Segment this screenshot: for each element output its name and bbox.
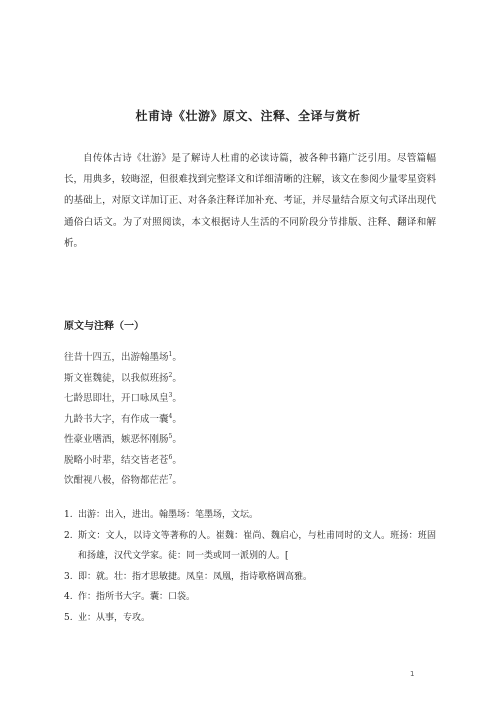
poem-line-text: 斯文崔魏徒，以我似班扬 bbox=[64, 372, 169, 384]
poem-line-text: 七龄思即壮，开口咏凤皇 bbox=[64, 393, 169, 404]
poem-line-end: 。 bbox=[172, 413, 182, 425]
poem-line-end: 。 bbox=[172, 393, 182, 404]
poem-line-end: 。 bbox=[172, 372, 182, 384]
note-marker: 3 bbox=[168, 391, 173, 399]
poem-line bbox=[64, 471, 182, 492]
poem-line-end: 。 bbox=[172, 434, 182, 445]
page-number: 1 bbox=[410, 670, 415, 678]
note-number: 2. bbox=[64, 530, 73, 541]
poem-line bbox=[64, 451, 182, 472]
poem-text bbox=[64, 348, 182, 492]
poem-line bbox=[64, 430, 182, 451]
note-item bbox=[64, 608, 436, 629]
note-marker: 2 bbox=[168, 371, 173, 379]
intro-paragraph: 自传体古诗《壮游》是了解诗人杜甫的必读诗篇，被各种书籍广泛引用。尽管篇幅长，用典多，较晦涩，但很难找到完整译文和详细清晰的注解，该文在参阅少量零星资料的基础上，对原文详加订正、对各条注释详加补充、考证，并尽量结合原文句式译出现代通俗白话文。为了对照阅读，本文根据诗人生活的不同阶段分节排版、注释、翻译和解析。 bbox=[64, 153, 436, 249]
poem-line-text: 九龄书大字，有作成一囊 bbox=[64, 413, 169, 425]
note-number: 5. bbox=[64, 612, 73, 623]
note-item bbox=[64, 567, 436, 588]
note-item bbox=[64, 587, 436, 608]
poem-line-text: 性豪业嗜酒，嫉恶怀刚肠 bbox=[64, 434, 169, 445]
note-text: 作：指所书大字。囊：口袋。 bbox=[78, 592, 196, 602]
poem-line-text: 往昔十四五，出游翰墨场 bbox=[64, 352, 169, 363]
section-heading: 原文与注释（一） bbox=[64, 321, 144, 332]
poem-line bbox=[64, 410, 182, 431]
note-number: 4. bbox=[64, 592, 73, 602]
note-marker: 1 bbox=[168, 350, 173, 358]
poem-line-text: 饮酣视八极，俗物都茫茫 bbox=[64, 475, 169, 486]
note-marker: 6 bbox=[168, 453, 173, 461]
note-text: 业：从事，专攻。 bbox=[78, 612, 151, 623]
document-title: 杜甫诗《壮游》原文、注释、全译与赏析 bbox=[135, 109, 361, 123]
note-marker: 5 bbox=[168, 432, 173, 440]
poem-line-end: 。 bbox=[172, 352, 182, 363]
note-text: 即：就。壮：指才思敏捷。凤皇：凤凰，指诗歌格调高雅。 bbox=[78, 571, 313, 582]
note-item bbox=[64, 526, 436, 567]
poem-line-end: 。 bbox=[172, 475, 182, 486]
note-marker: 7 bbox=[168, 473, 173, 481]
note-number: 1. bbox=[64, 510, 73, 520]
poem-line-text: 脱略小时辈，结交皆老苍 bbox=[64, 454, 169, 466]
note-number: 3. bbox=[64, 571, 73, 582]
note-marker: 4 bbox=[168, 412, 173, 420]
poem-line-end: 。 bbox=[172, 454, 182, 466]
poem-line bbox=[64, 389, 182, 410]
poem-line bbox=[64, 369, 182, 390]
poem-line bbox=[64, 348, 182, 369]
note-text: 出游：出入，进出。翰墨场：笔墨场，文坛。 bbox=[78, 510, 259, 520]
notes-list bbox=[64, 505, 436, 628]
note-text: 斯文：文人，以诗文等著称的人。崔魏：崔尚、魏启心，与杜甫同时的文人。班扬：班固和扬雄，汉代文学家。徒：同一类或同一派别的人。[ bbox=[78, 530, 436, 561]
note-item bbox=[64, 505, 436, 526]
